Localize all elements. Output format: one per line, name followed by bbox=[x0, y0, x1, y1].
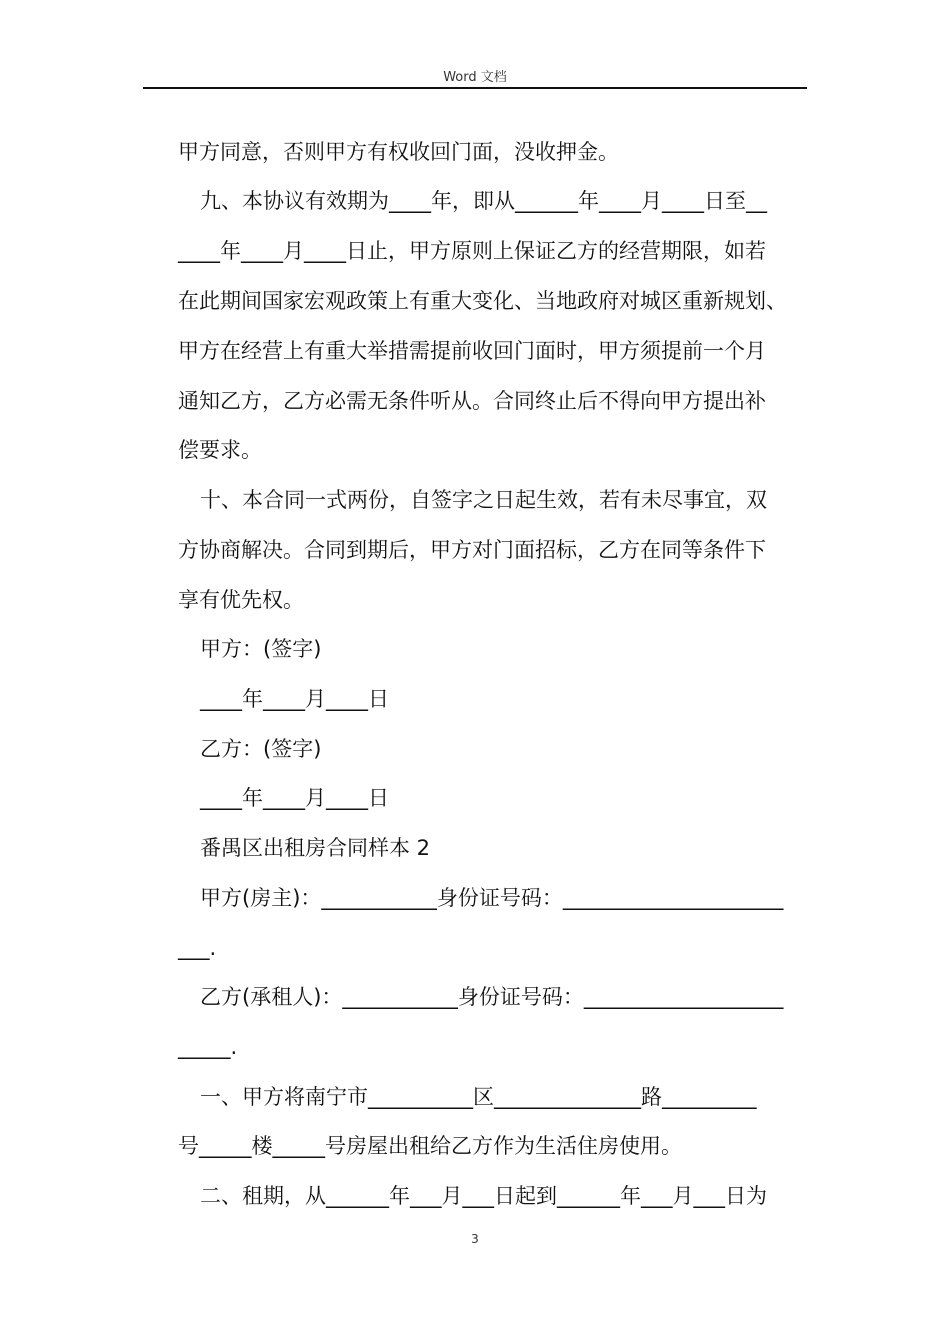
landlord-line-1: 甲方(房主)：___________身份证号码：_____________________ bbox=[200, 886, 784, 910]
clause-9-line-5: 通知乙方，乙方必需无条件听从。合同终止后不得向甲方提出补 bbox=[178, 389, 766, 413]
clause-9-line-6: 偿要求。 bbox=[178, 438, 262, 462]
clause-10-line-3: 享有优先权。 bbox=[178, 588, 304, 612]
clause-1-line-1: 一、甲方将南宁市__________区______________路_________ bbox=[200, 1085, 757, 1109]
party-b-date: ____年____月____日 bbox=[200, 786, 389, 810]
clause-9-line-1: 九、本协议有效期为____年，即从______年____月____日至__ bbox=[200, 189, 767, 213]
clause-1-line-2: 号_____楼_____号房屋出租给乙方作为生活住房使用。 bbox=[178, 1134, 682, 1158]
page-number: 3 bbox=[471, 1232, 479, 1246]
body-line-1: 甲方同意，否则甲方有权收回门面，没收押金。 bbox=[178, 140, 619, 164]
tenant-line-2: _____. bbox=[178, 1035, 238, 1059]
party-b-signature: 乙方：(签字) bbox=[200, 737, 322, 761]
clause-10-line-2: 方协商解决。合同到期后，甲方对门面招标，乙方在同等条件下 bbox=[178, 538, 766, 562]
section-title: 番禺区出租房合同样本 2 bbox=[200, 836, 431, 860]
clause-9-line-4: 甲方在经营上有重大举措需提前收回门面时，甲方须提前一个月 bbox=[178, 339, 766, 363]
header-divider bbox=[143, 87, 807, 89]
party-a-signature: 甲方：(签字) bbox=[200, 637, 322, 661]
party-a-date: ____年____月____日 bbox=[200, 687, 389, 711]
page-header: Word 文档 bbox=[443, 70, 507, 85]
clause-10-line-1: 十、本合同一式两份，自签字之日起生效，若有未尽事宜，双 bbox=[200, 488, 767, 512]
tenant-line-1: 乙方(承租人)：___________身份证号码：___________________ bbox=[200, 985, 784, 1009]
landlord-line-2: ___. bbox=[178, 936, 217, 960]
clause-9-line-3: 在此期间国家宏观政策上有重大变化、当地政府对城区重新规划、 bbox=[178, 289, 787, 313]
clause-9-line-2: ____年____月____日止，甲方原则上保证乙方的经营期限，如若 bbox=[178, 239, 766, 263]
clause-2-line-1: 二、租期，从______年___月___日起到______年___月___日为 bbox=[200, 1184, 767, 1208]
